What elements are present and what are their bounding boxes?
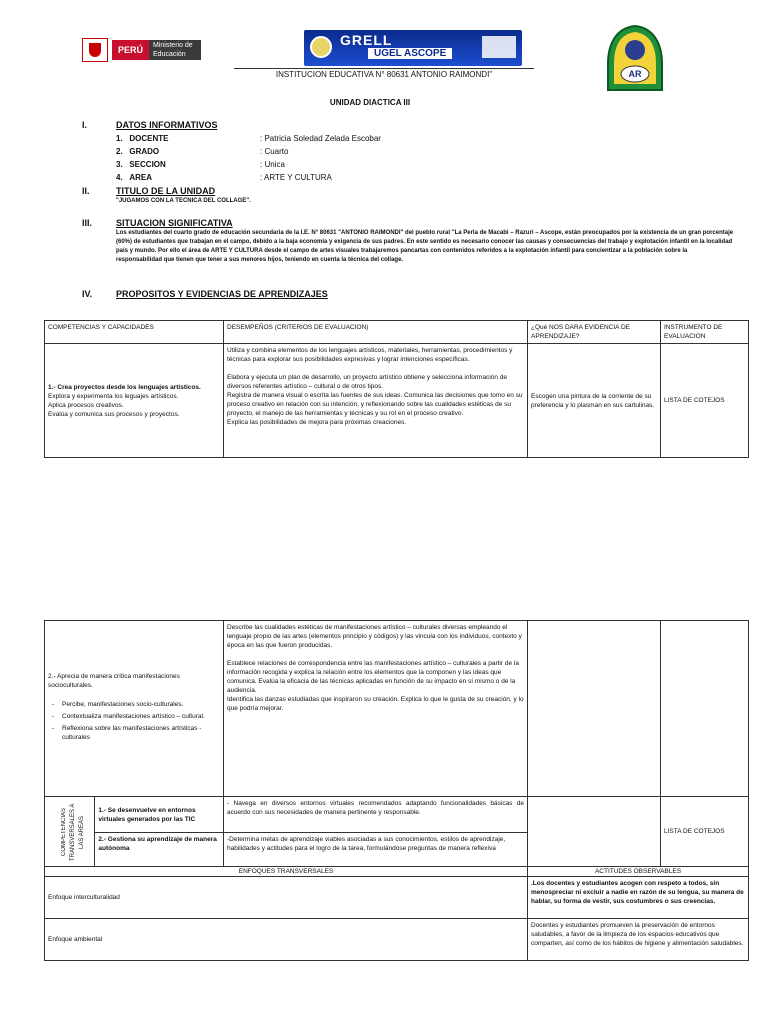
desempeno-text: Registra de manera visual o escrita las fuentes de sus ideas. Comunica las decisiones que tomo en su proceso creativo en relación con su intención, y reflexionando sobre las cualidades estéticas de su proyecto, el manejo de las herramientas y técnicas y su rol en el proceso creativo. [227, 392, 523, 417]
list-item: - Percibe, manifestaciones socio-culturales. [62, 700, 220, 709]
transversal-cell [45, 797, 95, 867]
enfoque-name: Enfoque interculturalidad [45, 877, 528, 919]
ministry-label: Ministerio de Educación [149, 40, 201, 60]
document-title: UNIDAD DIACTICA III [329, 98, 411, 107]
datos-name: 4. AREA [116, 173, 153, 182]
grell-ugel-logo [304, 30, 522, 66]
instrumento-cell: LISTA DE COTEJOS [661, 344, 749, 458]
evidencia-cell [528, 797, 661, 867]
unit-title-text: "JUGAMOS CON LA TECNICA DEL COLLAGE". [116, 198, 251, 204]
table-header-cell: COMPETENCIAS Y CAPACIDADES [45, 321, 224, 344]
table-header-cell: INSTRUMENTO DE EVALUACION [661, 321, 749, 344]
section-number: I. [82, 120, 88, 130]
capacidad-line: Evalúa y comunica sus procesos y proyectos. [48, 410, 180, 418]
institution-line [0, 68, 768, 79]
datos-value: : Unica [260, 160, 285, 169]
school-crest-icon [606, 24, 664, 96]
table-header-row [45, 321, 749, 344]
section-number: IV. [82, 289, 93, 299]
table-row [45, 797, 749, 833]
competencias-table-2 [44, 620, 749, 961]
competencia-title: 1.- Crea proyectos desde los lenguajes artísticos. [48, 383, 201, 391]
autonomo-cell: 2.- Gestiona su aprendizaje de manera autónoma [95, 833, 224, 867]
desempenos-cell [224, 344, 528, 458]
section-heading: SITUACION SIGNIFICATIVA [116, 218, 233, 228]
section-heading: TITULO DE LA UNIDAD [116, 186, 216, 196]
enfoque-row [45, 919, 749, 961]
instrumento-cell: LISTA DE COTEJOS [661, 797, 749, 867]
desempeno-text: Identifica las danzas estudiadas que inspiraron su creación. Explica lo que le gusta de su creación, y lo que podría mejorar. [227, 696, 524, 712]
table-row [45, 344, 749, 458]
datos-value: : Cuarto [260, 147, 289, 156]
section-number: II. [82, 186, 90, 196]
actitud-text: Docentes y estudiantes promueven la preservación de entornos saludables, a favor de la limpieza de los espacios educativos que comparten, así como de los hábitos de higiene y alimentación saludables. [528, 919, 749, 961]
enfoques-header-row [45, 867, 749, 877]
grell-title: GRELL [340, 32, 393, 48]
institution-name: INSTITUCION EDUCATIVA N° 80631 ANTONIO RAIMONDI" [234, 68, 534, 79]
peru-label: PERÚ [112, 40, 149, 60]
list-item: - Reflexiona sobre las manifestaciones artísticas - culturales [62, 724, 220, 742]
grell-emblem-icon [310, 36, 332, 58]
datos-value: : Patricia Soledad Zelada Escobar [260, 134, 381, 143]
desempeno-text: Describe las cualidades estéticas de manifestaciones artístico – culturales diversas empleando el lenguaje propio de las artes (elementos principio y códigos) y las vincula con los individuos, contexto y época en las que fueron producidas. [227, 624, 522, 649]
datos-value: : ARTE Y CULTURA [260, 173, 332, 182]
section-heading: PROPOSITOS Y EVIDENCIAS DE APRENDIZAJES [116, 289, 328, 299]
capacidades-list [48, 700, 220, 742]
enfoque-name: Enfoque ambiental [45, 919, 528, 961]
desempenos-cell [224, 621, 528, 797]
metas-cell: -Determina metas de aprendizaje viables asociadas a sus conocimientos, estilos de aprendizaje, habilidades y actitudes para el logro de la tarea, formulándose preguntas de manera reflexiva [224, 833, 528, 867]
competencia-title: 2.- Aprecia de manera crítica manifestaciones socioculturales. [48, 673, 180, 689]
desempeno-text: Explica las posibilidades de mejora para próximas creaciones. [227, 419, 407, 426]
transversal-label: COMPETENCIAS TRANSVERSALES A LAS AREAS [60, 802, 85, 861]
section-heading: DATOS INFORMATIVOS [116, 120, 218, 130]
capacidad-line: Explora y experimenta los leguajes artísticos. [48, 392, 179, 400]
competencia-cell [45, 344, 224, 458]
enfoque-row [45, 877, 749, 919]
datos-name: 3. SECCION [116, 160, 166, 169]
ugel-label: UGEL ASCOPE [368, 48, 452, 59]
list-item: - Contextualiza manifestaciones artístico – cultural. [62, 712, 220, 721]
competencia-cell [45, 621, 224, 797]
evidencia-cell: Escogen una pintura de la corriente de su preferencia y lo plasman en sus cartulinas. [528, 344, 661, 458]
competencias-table [44, 320, 749, 458]
enfoques-header: ENFOQUES TRANSVERSALES [45, 867, 528, 877]
actitudes-header: ACTITUDES OBSERVABLES [528, 867, 749, 877]
grell-side-panel [482, 36, 516, 58]
table-header-cell: ¿Qué NOS DARA EVIDENCIA DE APRENDIZAJE? [528, 321, 661, 344]
actitud-text: .Los docentes y estudiantes acogen con respeto a todos, sin menospreciar ni excluir a nadie en razón de su lengua, su manera de hablar, su forma de vestir, sus costumbres o sus creencias. [528, 877, 749, 919]
table-header-cell: DESEMPEÑOS (CRITERIOS DE EVALUACION) [224, 321, 528, 344]
situacion-paragraph: Los estudiantes del cuarto grado de educación secundaria de la I.E. N° 80631 "ANTONIO RAIMONDI" del pueblo rural "La Perla de Macabi – Razuri – Ascope, están preocupados por la existencia de un gran porcentaje (60%) de estudiantes que trabajan en el campo, debido a la baja economía y exigencia de sus padres. En este sentido es necesario conocer las causas y consecuencias del trabajo y explotación infantil en la localidad país y mundo. Por ello el área de ARTE Y CULTURA desde el campo de artes visuales trabajaremos pancartas con contenidos referidos a la explotación infantil para concientizar a la población sobre la responsabilidad que tienen que tener a sus menores hijos, teniendo en cuenta la técnica del collage. [116, 230, 734, 263]
capacidad-line: Aplica procesos creativos. [48, 401, 124, 409]
desempeno-text: Establece relaciones de correspondencia entre las manifestaciones artístico – culturales a partir de la información recogida y explica la relación entre los elementos que la componen y las ideas que comunica. Evalúa la eficacia de las técnicas aplicadas en función de su impacto en sí mismo o de la audiencia. [227, 660, 519, 694]
evidencia-cell [528, 621, 661, 797]
tic-cell: 1.- Se desenvuelve en entornos virtuales generados por las TIC [95, 797, 224, 833]
desempeno-text: Utiliza y combina elementos de los lenguajes artísticos, materiales, herramientas, procedimientos y técnicas para explorar sus posibilidades expresivas y lograr intenciones específicas. [227, 347, 513, 363]
navega-cell: - Navega en diversos entornos virtuales recomendados adaptando funcionalidades básicas de acuerdo con sus necesidades de manera pertinente y responsable. [224, 797, 528, 833]
datos-name: 1. DOCENTE [116, 134, 169, 143]
datos-name: 2. GRADO [116, 147, 160, 156]
desempeno-text: Elabora y ejecuta un plan de desarrollo, un proyecto artístico obtiene y selecciona información de diversos referentes artístico – cultural o de otros tipos. [227, 374, 508, 390]
instrumento-cell [661, 621, 749, 797]
peru-ministry-logo [82, 38, 230, 62]
school-logo-text: AR [628, 69, 642, 79]
table-row [45, 621, 749, 797]
section-number: III. [82, 218, 93, 228]
peru-shield-icon [82, 38, 108, 62]
